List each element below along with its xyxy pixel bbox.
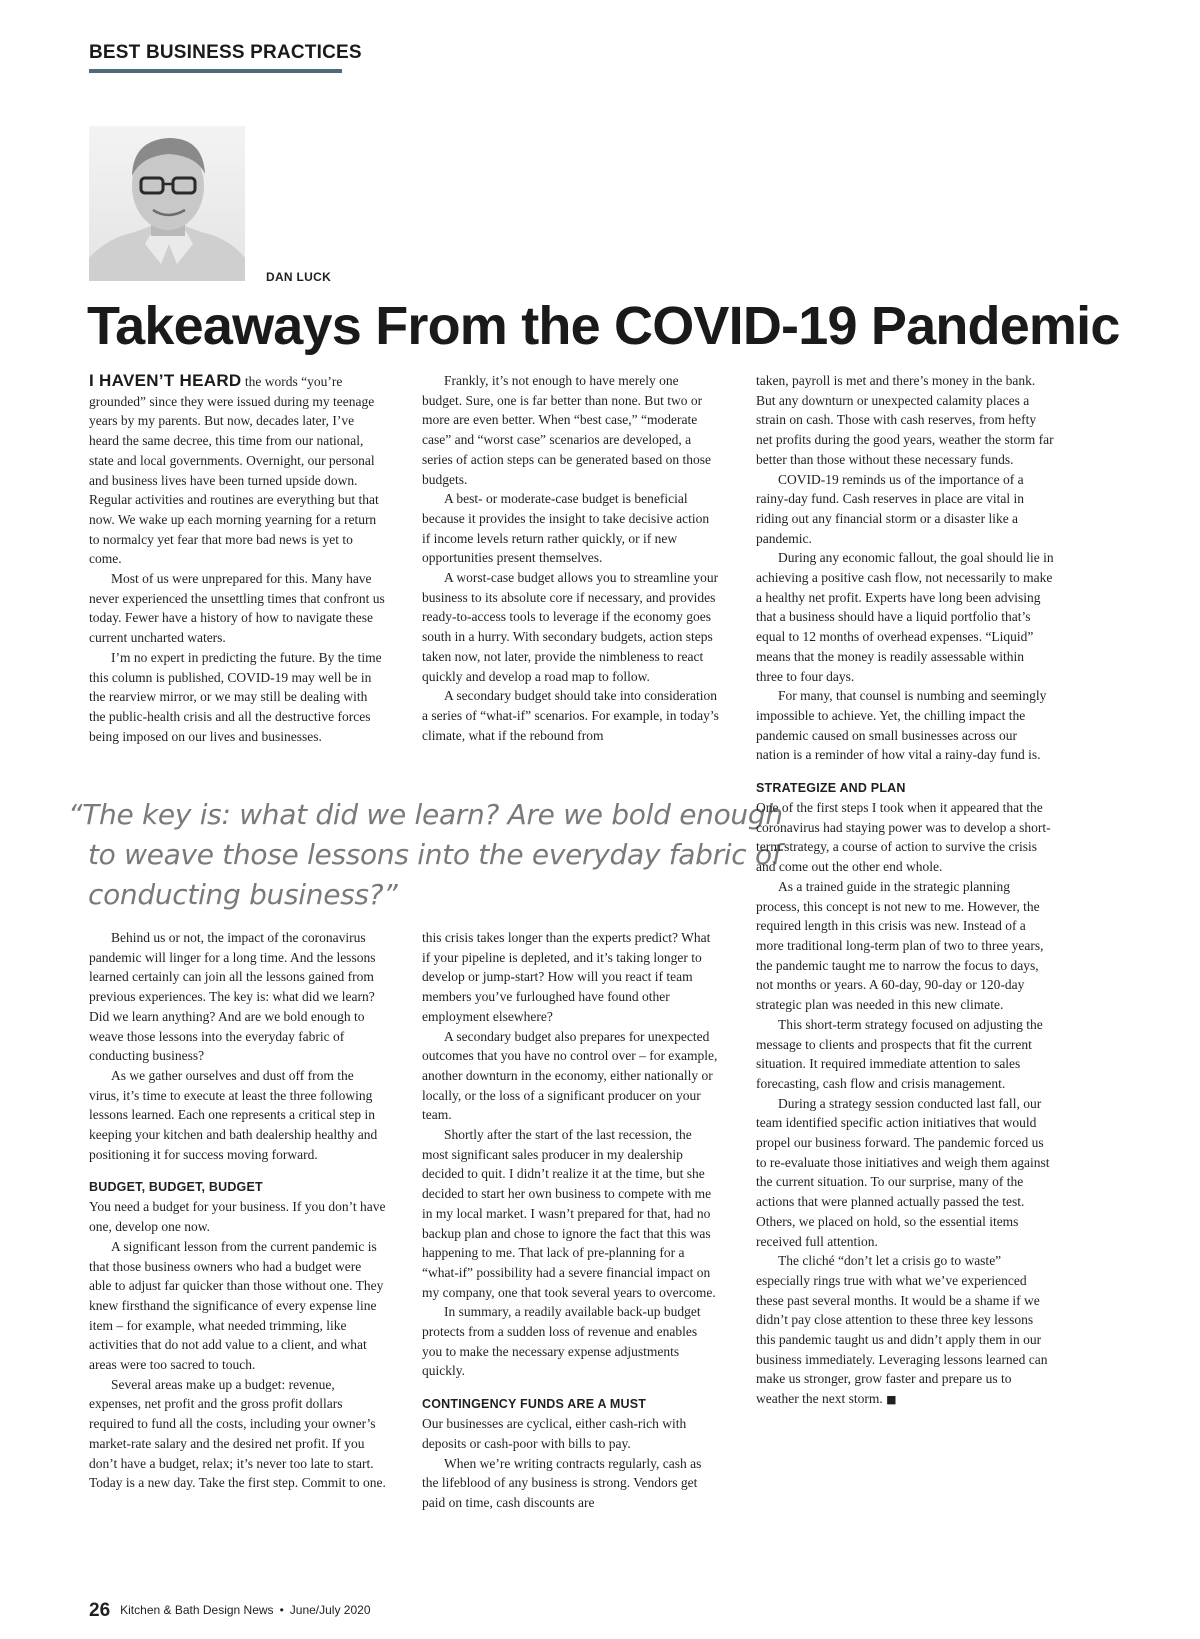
page-footer	[89, 1600, 371, 1622]
body-paragraph: For many, that counsel is numbing and seemingly impossible to achieve. Yet, the chilling impact the pandemic caused on small businesses across our nation is a reminder of how vital a rainy-day fund is.	[756, 688, 1047, 763]
body-paragraph: I HAVEN’T HEARD the words “you’re grounded” since they were issued during my teenage years by my parents. But now, decades later, I’ve heard the same decree, this time from our national, state and local governments. Overnight, our personal and business lives have been turned upside down. Regular activities and routines are everything but that now. We wake up each morning yearning for a return to normalcy yet fear that more bad news is yet to come.	[89, 371, 379, 567]
body-paragraph: taken, payroll is met and there’s money in the bank. But any downturn or unexpected calamity places a strain on cash. Those with cash reserves, from hefty net profits during the good years, weather the storm far better than those without these necessary funds.	[756, 373, 1054, 467]
subheading-budget: BUDGET, BUDGET, BUDGET	[89, 1180, 263, 1195]
body-paragraph: When we’re writing contracts regularly, cash as the lifeblood of any business is strong. Vendors get paid on time, cash discounts are	[422, 1455, 702, 1510]
body-paragraph: Behind us or not, the impact of the coronavirus pandemic will linger for a long time. And the lessons learned certainly can join all the lessons gained from previous experiences. The key is: what did we learn? Did we learn anything? And are we bold enough to weave those lessons into the everyday fabric of conducting business?	[89, 930, 376, 1064]
body-paragraph: Several areas make up a budget: revenue, expenses, net profit and the gross profit dollars required to fund all the costs, including your owner’s market-rate salary and the desired net profit. If you don’t have a budget, relax; it’s never too late to start. Today is a new day. Take the first step. Commit to one.	[89, 1376, 386, 1491]
body-paragraph: Frankly, it’s not enough to have merely one budget. Sure, one is far better than none. But two or more are even better. When “best case,” “moderate case” and “worst case” scenarios are developed, a series of action steps can be generated based on those budgets.	[422, 373, 712, 487]
section-rule	[89, 69, 342, 73]
footer-separator: •	[279, 1603, 284, 1617]
pull-quote-line: conducting business?”	[88, 878, 398, 911]
author-photo	[89, 126, 245, 281]
publication-name: Kitchen & Bath Design News	[120, 1603, 274, 1617]
body-paragraph: Shortly after the start of the last recession, the most significant sales producer in my dealership decided to quit. I didn’t realize it at the time, but she decided to start her own business to compete with me in my local market. I wasn’t prepared for that, had no backup plan and chose to ignore the fact that this was happening to me. That lack of pre-planning for a “what-if” possibility had a severe financial impact on my company, one that took several years to overcome.	[422, 1127, 716, 1300]
body-paragraph: A worst-case budget allows you to streamline your business to its absolute core if necessary, and provides ready-to-access tools to leverage if the economy goes south in a hurry. With secondary budgets, action steps taken now, not later, provide the nimbleness to react quickly and develop a road map to follow.	[422, 570, 719, 684]
author-headshot-icon	[89, 126, 245, 281]
body-paragraph: A secondary budget also prepares for unexpected outcomes that you have no control over – for example, another downturn in the economy, either nationally or locally, or the loss of a significant producer on your team.	[422, 1028, 718, 1123]
subheading-contingency: CONTINGENCY FUNDS ARE A MUST	[422, 1397, 647, 1412]
subheading-strategize: STRATEGIZE AND PLAN	[756, 781, 906, 796]
body-paragraph: During a strategy session conducted last fall, our team identified specific action initiatives that would propel our business forward. The pandemic forced us to re-evaluate those initiatives and weigh them against the current situation. To our surprise, many of the actions that were planned actually passed the test. Others, we placed on hold, so the essential items received full attention.	[756, 1095, 1050, 1249]
body-paragraph: A significant lesson from the current pandemic is that those business owners who had a budget were able to adjust far quicker than those without one. They knew firsthand the significance of every expense line item – for example, what needed trimming, like activities that do not add value to a client, and what areas were too sacred to touch.	[89, 1238, 384, 1373]
pull-quote-line: to weave those lessons into the everyday fabric of	[88, 838, 782, 871]
column-3	[756, 371, 1054, 1410]
pull-quote-line: “The key is: what did we learn? Are we bold enough	[68, 798, 783, 831]
page-number: 26	[89, 1600, 111, 1621]
column-1-bottom	[89, 928, 387, 1493]
body-paragraph: As a trained guide in the strategic planning process, this concept is not new to me. However, the required length in this crisis was new. Instead of a more traditional long-term plan of two to three years, the pandemic taught me to narrow the focus to days, not months or years. A 60-day, 90-day or 120-day strategic plan was needed in this new climate.	[756, 878, 1044, 1013]
column-2-top	[422, 371, 720, 745]
body-paragraph: In summary, a readily available back-up budget protects from a sudden loss of revenue and enables you to make the necessary expense adjustments quickly.	[422, 1304, 701, 1379]
body-paragraph: One of the first steps I took when it appeared that the coronavirus had staying power was to develop a short-term strategy, a course of action to survive the crisis and come out the other end whole.	[756, 800, 1051, 875]
issue-date: June/July 2020	[289, 1603, 371, 1617]
lead-in: I HAVEN’T HEARD	[89, 371, 242, 390]
column-2-bottom	[422, 928, 720, 1513]
body-paragraph: COVID-19 reminds us of the importance of a rainy-day fund. Cash reserves in place are vital in riding out any financial storm or a disaster like a pandemic.	[756, 471, 1025, 546]
body-paragraph: Our businesses are cyclical, either cash-rich with deposits or cash-poor with bills to pay.	[422, 1416, 687, 1451]
body-paragraph: A secondary budget should take into consideration a series of “what-if” scenarios. For example, in today’s climate, what if the rebound from	[422, 688, 719, 743]
section-label: BEST BUSINESS PRACTICES	[89, 42, 362, 63]
body-paragraph: This short-term strategy focused on adjusting the message to clients and prospects that fit the current situation. It required immediate attention to sales forecasting, cash flow and crisis management.	[756, 1016, 1043, 1091]
author-name: DAN LUCK	[266, 270, 332, 284]
body-paragraph: Most of us were unprepared for this. Many have never experienced the unsettling times that confront us today. Fewer have a history of how to navigate these current uncharted waters.	[89, 571, 385, 646]
body-paragraph: A best- or moderate-case budget is beneficial because it provides the insight to take decisive action if income levels return rather quickly, or if new opportunities present themselves.	[422, 491, 710, 566]
column-1-top	[89, 371, 387, 746]
article-headline: Takeaways From the COVID-19 Pandemic	[87, 296, 1120, 356]
body-paragraph: You need a budget for your business. If you don’t have one, develop one now.	[89, 1199, 386, 1235]
body-paragraph: During any economic fallout, the goal should lie in achieving a positive cash flow, not necessarily to make a healthy net profit. Experts have long been advising that a business should have a liquid portfolio that’s equal to 12 months of overhead expenses. “Liquid” means that the money is readily assessable within three to four days.	[756, 550, 1054, 684]
body-paragraph: I’m no expert in predicting the future. By the time this column is published, COVID-19 may well be in the rearview mirror, or we may still be dealing with the public-health crisis and all the destructive forces being imposed on our lives and businesses.	[89, 649, 382, 744]
body-paragraph: The cliché “don’t let a crisis go to waste” especially rings true with what we’ve experienced these past several months. It would be a shame if we didn’t pay close attention to these three key lessons this pandemic taught us and didn’t apply them in our business immediately. Leveraging lessons learned can make us stronger, grow faster and prepare us to weather the next storm. ■	[756, 1253, 1048, 1407]
body-paragraph: this crisis takes longer than the experts predict? What if your pipeline is depleted, and it’s taking longer to develop or jump-start? How will you react if team members you’ve furloughed have found other employment elsewhere?	[422, 930, 711, 1024]
body-paragraph: As we gather ourselves and dust off from the virus, it’s time to execute at least the three following lessons learned. Each one represents a critical step in keeping your kitchen and bath dealership healthy and positioning it for success moving forward.	[89, 1067, 378, 1162]
pull-quote	[68, 795, 783, 915]
end-of-article-icon: ■	[886, 1393, 897, 1407]
